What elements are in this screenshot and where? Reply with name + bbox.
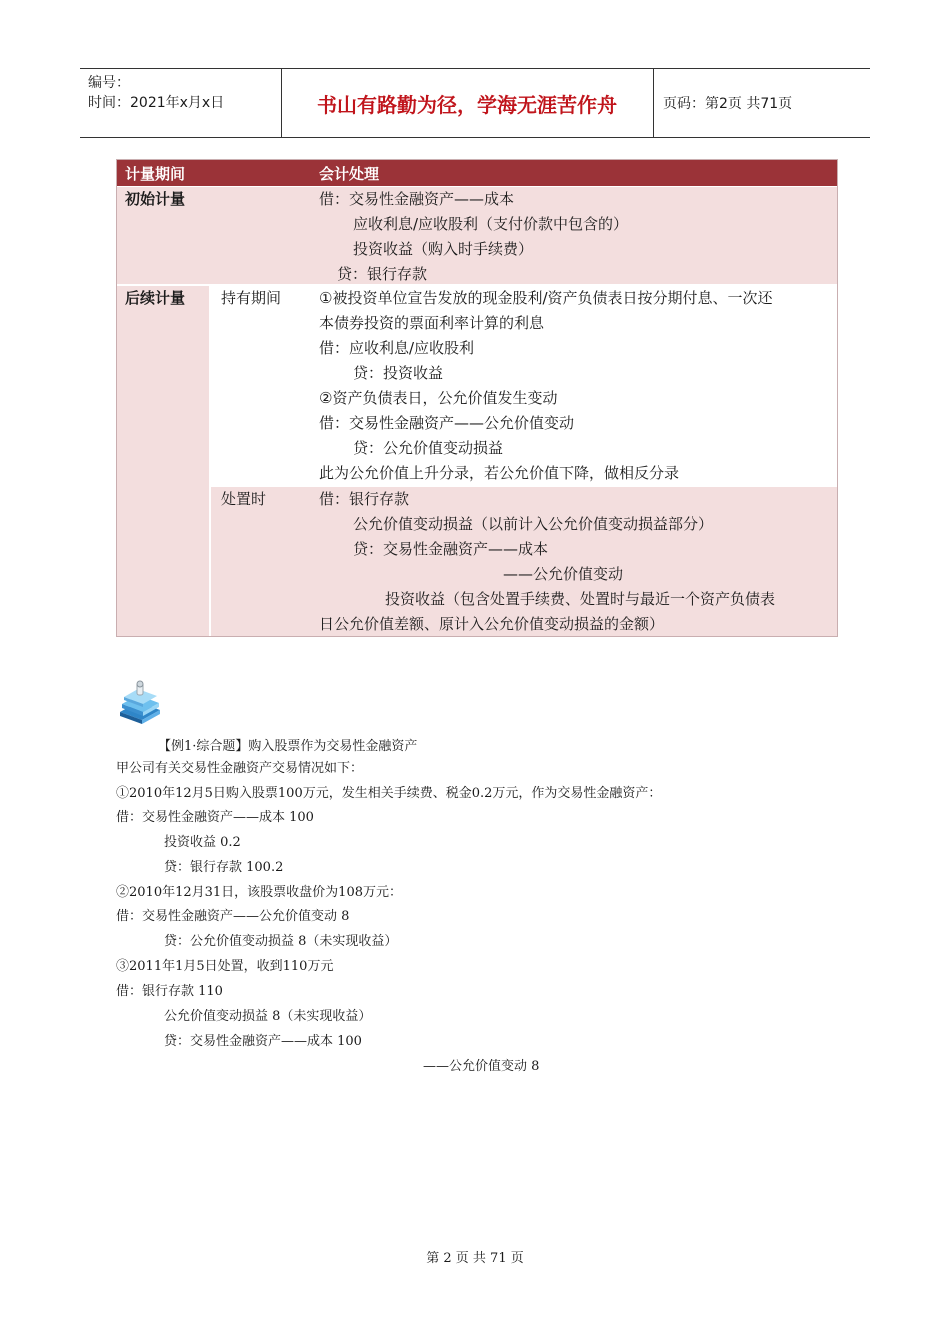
holding-line: 借：应收利息/应收股利 [319, 339, 475, 357]
accounting-table [116, 159, 838, 637]
page-header [80, 68, 870, 138]
holding-line: ②资产负债表日，公允价值发生变动 [319, 389, 558, 407]
example-line: 借：交易性金融资产——成本 100 [116, 810, 314, 825]
disposal-line: 公允价值变动损益（以前计入公允价值变动损益部分） [353, 515, 714, 533]
books-icon [116, 680, 164, 728]
example-line: 借：银行存款 110 [116, 984, 223, 999]
disposal-line: 借：银行存款 [319, 490, 410, 508]
header-meta [80, 69, 280, 137]
divider [653, 69, 654, 137]
holding-line: 此为公允价值上升分录，若公允价值下降，做相反分录 [319, 464, 680, 482]
label-initial: 初始计量 [125, 190, 186, 208]
example-line: 贷：银行存款 100.2 [164, 860, 284, 875]
example-line: 甲公司有关交易性金融资产交易情况如下： [116, 761, 364, 776]
holding-line: 本债券投资的票面利率计算的利息 [319, 314, 545, 332]
holding-line: ①被投资单位宣告发放的现金股利/资产负债表日按分期付息、一次还 [319, 289, 773, 307]
header-motto: 书山有路勤为径，学海无涯苦作舟 [317, 92, 617, 117]
holding-line: 贷：公允价值变动损益 [353, 439, 504, 457]
page-number-label: 页码：第2页 共71页 [663, 96, 793, 112]
disposal-line: 日公允价值差额、原计入公允价值变动损益的金额） [319, 615, 665, 633]
col-header-treatment: 会计处理 [319, 165, 380, 183]
holding-line: 贷：投资收益 [353, 364, 444, 382]
example-line: ——公允价值变动 8 [423, 1059, 540, 1074]
label-disposal: 处置时 [221, 490, 267, 508]
example-line: ③2011年1月5日处置，收到110万元 [116, 959, 334, 974]
example-line: 投资收益 0.2 [164, 835, 241, 850]
disposal-line: ——公允价值变动 [503, 565, 624, 583]
holding-line: 借：交易性金融资产——公允价值变动 [319, 414, 575, 432]
initial-line: 应收利息/应收股利（支付价款中包含的） [353, 215, 629, 233]
example-line: 贷：交易性金融资产——成本 100 [164, 1034, 362, 1049]
label-holding: 持有期间 [221, 289, 282, 307]
example-title: 【例1·综合题】购入股票作为交易性金融资产 [158, 739, 418, 754]
initial-line: 贷：银行存款 [337, 265, 428, 283]
disposal-line: 投资收益（包含处置手续费、处置时与最近一个资产负债表 [385, 590, 776, 608]
initial-line: 借：交易性金融资产——成本 [319, 190, 515, 208]
example-line: ②2010年12月31日，该股票收盘价为108万元： [116, 885, 402, 900]
initial-line: 投资收益（购入时手续费） [353, 240, 534, 258]
code-label: 编号： [88, 75, 130, 91]
cell-subsequent-label [117, 286, 209, 636]
example-line: 借：交易性金融资产——公允价值变动 8 [116, 909, 350, 924]
col-header-period: 计量期间 [125, 165, 186, 183]
table-header-row [117, 160, 837, 186]
example-line: ①2010年12月5日购入股票100万元，发生相关手续费、税金0.2万元，作为交易性金融资产： [116, 786, 662, 801]
time-label: 时间：2021年x月x日 [88, 95, 225, 111]
label-subsequent: 后续计量 [125, 289, 186, 307]
disposal-line: 贷：交易性金融资产——成本 [353, 540, 549, 558]
page-footer: 第 2 页 共 71 页 [426, 1251, 524, 1266]
example-line: 贷：公允价值变动损益 8（未实现收益） [164, 934, 398, 949]
example-line: 公允价值变动损益 8（未实现收益） [164, 1009, 372, 1024]
